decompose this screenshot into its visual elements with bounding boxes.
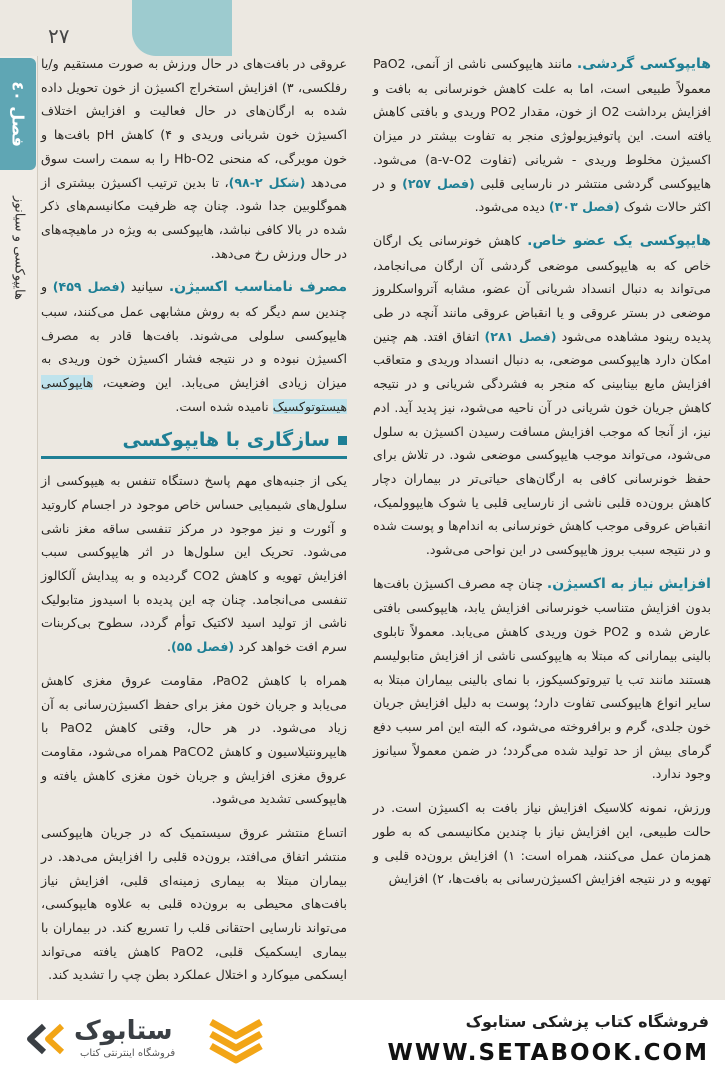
paragraph-heading: هایپوکسی یک عضو خاص.	[527, 232, 711, 249]
paragraph-heading: افزایش نیاز به اکسیژن.	[546, 575, 711, 592]
chapter-tab	[0, 58, 36, 170]
paragraph	[373, 572, 711, 786]
paragraph	[41, 52, 347, 265]
chapter-reference: (فصل ۵۵)	[171, 639, 235, 655]
corner-decoration	[132, 0, 232, 56]
paragraph-text: و چندین سم دیگر که به روش مشابهی عمل می‌کنند، سبب هایپوکسی سلولی می‌شوند. بافت‌ها قادر به مصرف اکسیژن نبوده و در نتیجه فشار اکسیژن خون وریدی به میزان زیادی افزایش می‌یابد. این وضعیت،	[41, 279, 347, 391]
logo-text: ستابوک	[74, 1016, 173, 1046]
paragraph-text: همراه با کاهش PaO2، مقاومت عروق مغزی کاهش می‌یابد و جریان خون مغز برای حفظ اکسیژن‌رسانی به آن زیاد می‌شود. در هر حال، وقتی کاهش PaO2 با هایپرونتیلاسیون و کاهش PaCO2 همراه می‌شود، مقاومت عروق مغزی افزایش و جریان خون مغزی کاهش یافته و هایپوکسی تشدید می‌شود.	[41, 672, 347, 807]
paragraph	[373, 796, 711, 891]
paragraph-text: .	[167, 639, 172, 655]
chapter-reference: (فصل ۳۰۳)	[548, 199, 620, 215]
paragraph-text: ، تا بدین ترتیب اکسیژن بیشتری از هموگلوبین جدا شود. چنان چه ظرفیت مکانیسم‌های ذکر شده در بالا کافی نباشد، هایپوکسی به ویژه در ماهیچه‌های در حال ورزش رخ می‌دهد.	[41, 174, 347, 261]
paragraph-text: دیده می‌شود.	[474, 199, 549, 215]
paragraph-heading: هایپوکسی گردشی.	[576, 56, 711, 72]
chapter-reference: (فصل ۲۵۷)	[402, 175, 475, 191]
paragraph-text: اتساع منتشر عروق سیستمیک که در جریان هایپوکسی منتشر اتفاق می‌افتد، برون‌ده قلبی را افزایش می‌دهد. در بیماران مبتلا به بیماری زمینه‌ای قلبی، افزایش نیاز بافت‌های محیطی به برون‌ده قلبی به علاوه هایپوکسی، می‌تواند نارسایی احتقانی قلب را تسریع کند. در بیماران با بیماری ایسکمیک قلبی، PaO2 کاهش یافته می‌تواند ایسکمی میوکارد و اختلال عملکرد بطن چپ را تشدید کند.	[41, 825, 347, 983]
paragraph	[41, 469, 347, 659]
running-title	[8, 178, 30, 318]
paragraph	[41, 821, 347, 987]
paragraph	[41, 275, 347, 418]
paragraph	[41, 669, 347, 811]
square-bullet-icon	[338, 436, 347, 445]
highlighted-term: هایپوکسی هیستوتوکسیک	[41, 375, 347, 414]
paragraph-text: یکی از جنبه‌های مهم پاسخ دستگاه تنفس به هیپوکسی از سلول‌های شیمیایی حساس خاص موجود در اجسام کاروتید و آئورت و نیز موجود در مرکز تنفسی ساقه مغز ناشی می‌شود. تحریک این سلول‌ها در اثر هایپوکسی سبب افزایش تهویه و کاهش CO2 گردیده و به پیدایش آلکالوز تنفسی می‌انجامد. چنان چه این پدیده با اسیدوز متابولیک ناشی از تولید اسید لاکتیک توأم گردد، سطوح بی‌کربنات سرم افت خواهد کرد	[41, 473, 347, 655]
left-column	[41, 52, 347, 997]
running-title-label: هایپوکسی و سیانوز	[11, 196, 27, 300]
store-url-link[interactable]: WWW.SETABOOK.COM	[387, 1040, 709, 1066]
chapter-tab-label: فصل ٤٠	[8, 81, 28, 147]
paragraph-text: ورزش، نمونه کلاسیک افزایش نیاز بافت به اکسیژن است. در حالت طبیعی، این افزایش نیاز با چندین مکانیسمی که به طور همزمان عمل می‌کنند، همراه است: ۱) افزایش برون‌ده قلبی و تهویه و در نتیجه افزایش اکسیژن‌رسانی به بافت‌ها، ۲) افزایش	[373, 800, 711, 887]
paragraph-heading: مصرف نامناسب اکسیژن.	[168, 279, 347, 296]
setabook-logo[interactable]	[22, 1016, 192, 1064]
right-column	[373, 52, 711, 901]
chevron-down-icon	[205, 1016, 267, 1066]
paragraph	[373, 52, 711, 219]
chapter-reference: (فصل ۴۵۹)	[52, 279, 126, 295]
paragraph-text: کاهش خونرسانی یک ارگان خاص که به هایپوکسی موضعی گردشی آن ارگان می‌انجامد، می‌تواند به دنبال انسداد شریانی آن عضو، مشابه آترواسکلروز موضعی در بستر عروقی و یا انقباض عروقی مانند آنچه در طی پدیده رینود مشاهده می‌شود	[373, 232, 711, 344]
figure-reference: (شکل ۲-۹۸)	[228, 174, 306, 190]
paragraph-text: اتفاق افتد. هم چنین امکان دارد هایپوکسی موضعی، به دنبال انسداد وریدی و متعاقب افزایش مایع بینابینی که منجر به فشردگی شریانی و در نتیجه کاهش جریان خون شریانی در آن ناحیه می‌شود، نیز پدید آید. ادم نیز، از آنجا که موجب افزایش مسافت رسیدن اکسیژن به سلول می‌شود، می‌تواند موجب هایپوکسی موضعی شود. در تلاش برای حفظ خونرسانی کافی به ارگان‌های حیاتی‌تر در بیماران دچار کاهش برون‌ده قلبی ناشی از نارسایی قلبی یا شوک هایپوولمیک، انقباض عروقی موجب کاهش خونرسانی به اندام‌ها و پوست شده و در نتیجه سبب بروز هایپوکسی در این نواحی می‌شود.	[373, 328, 711, 558]
setabook-logo-icon	[22, 1020, 72, 1058]
paragraph-text: سیانید	[125, 279, 169, 295]
section-heading	[41, 429, 347, 460]
paragraph-text: نامیده شده است.	[175, 398, 273, 414]
section-title: سازگاری با هایپوکسی	[122, 428, 330, 451]
store-footer	[0, 1000, 725, 1080]
page-number: ۲۷	[48, 24, 70, 48]
paragraph-text: مانند هایپوکسی ناشی از آنمی، PaO2 معمولاً طبیعی است، اما به علت کاهش خونرسانی به بافت و افزایش برداشت O2 از خون، مقدار PO2 وریدی و بافتی کاهش یافته است. این پاتوفیزیولوژی منجر به تفاوت بیشتر در میزان اکسیژن مخلوط وریدی - شریانی (تفاوت a-v-O2) می‌شود. هایپوکسی گردشی منتشر در نارسایی قلبی	[373, 56, 711, 191]
paragraph-text: چنان چه مصرف اکسیژن بافت‌ها بدون افزایش متناسب خونرسانی افزایش یابد، هایپوکسی بافتی عارض شده و PO2 خون وریدی کاهش می‌یابد. معمولاً تابلوی بالینی بیمارانی که مبتلا به هایپوکسی ناشی از افزایش متابولیسم هستند مانند تب یا تیروتوکسیکوز، با نمای بالینی بیماران مبتلا به سایر انواع هایپوکسی تفاوت دارد؛ پوست به دلیل افزایش جریان خون جلدی، گرم و برافروخته می‌شود، که البته این امر سبب دفع گرمای بیش از حد تولید شده می‌گردد؛ در ضمن معمولاً سیانوز وجود ندارد.	[373, 575, 711, 782]
paragraph-text: عروقی در بافت‌های در حال ورزش به صورت مستقیم و/یا رفلکسی، ۳) افزایش استخراج اکسیژن از خون تحویل داده شده به ارگان‌های در حال فعالیت و افزایش اختلاف اکسیژن خون شریانی وریدی و ۴) کاهش pH بافت‌ها و خون مویرگی، که منحنی Hb-O2 را به سمت راست سوق می‌دهد	[41, 56, 347, 190]
paragraph	[373, 229, 711, 562]
paragraph-text: و در اکثر حالات شوک	[373, 175, 711, 215]
store-name: فروشگاه کتاب پزشکی ستابوک	[465, 1012, 709, 1031]
chapter-reference: (فصل ۲۸۱)	[484, 328, 557, 344]
logo-subtitle: فروشگاه اینترنتی کتاب	[80, 1048, 176, 1059]
